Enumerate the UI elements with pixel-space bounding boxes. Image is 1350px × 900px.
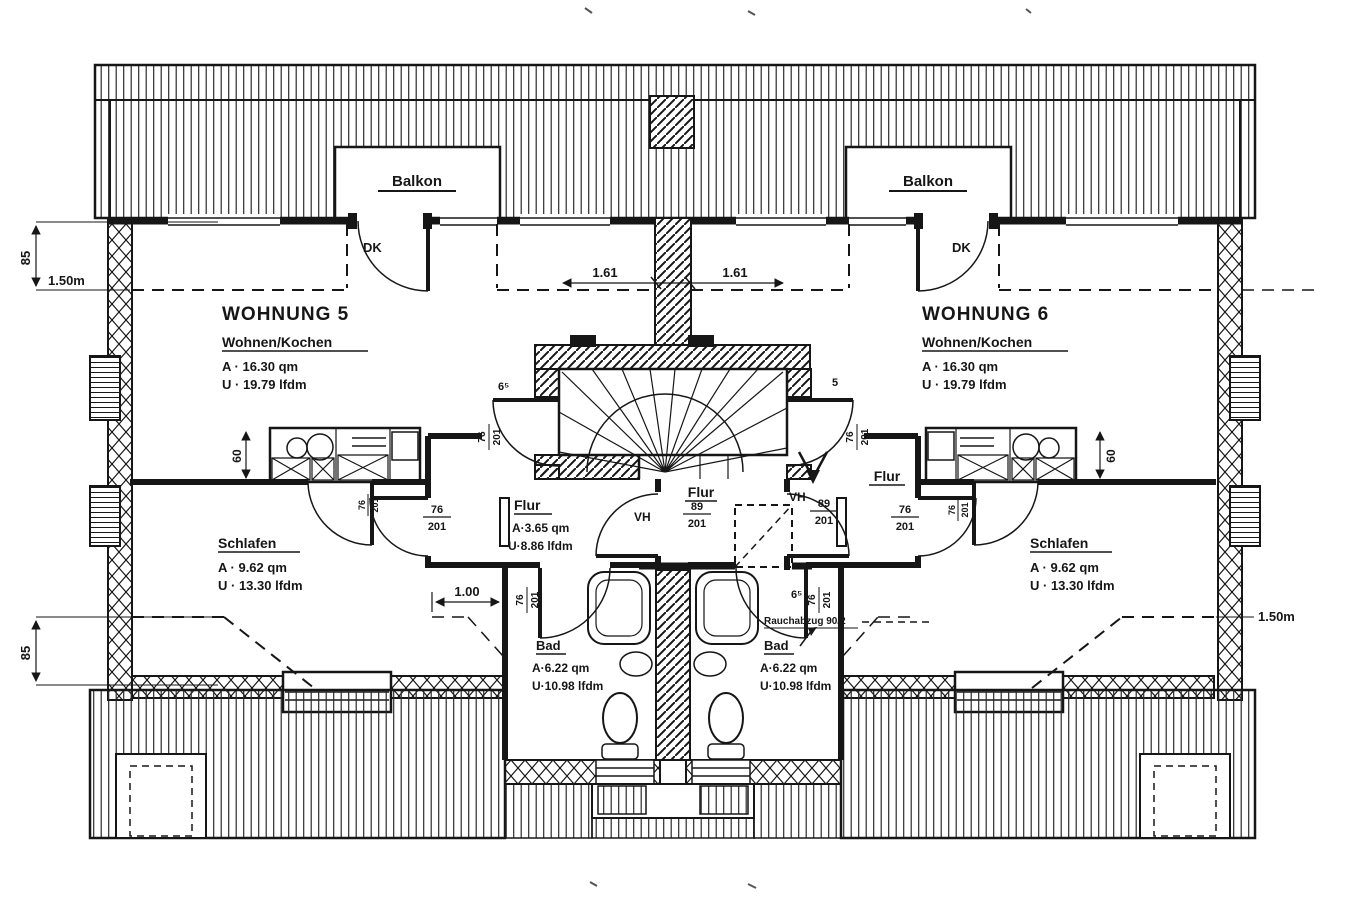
svg-text:76: 76 bbox=[898, 504, 912, 516]
dim-150-right: 1.50m bbox=[1258, 609, 1295, 624]
window-top-5 bbox=[849, 214, 906, 228]
svg-text:201: 201 bbox=[370, 497, 380, 513]
svg-text:201: 201 bbox=[427, 521, 447, 533]
svg-text:89: 89 bbox=[690, 501, 704, 513]
kitchen-right bbox=[926, 428, 1076, 482]
svg-text:201: 201 bbox=[492, 428, 503, 446]
balcony-door-left-label: DK bbox=[363, 240, 382, 255]
bad-left-area: A·6.22 qm bbox=[532, 661, 590, 675]
label-block-bad-left bbox=[532, 638, 603, 693]
vh-left-label: VH bbox=[634, 510, 651, 524]
bad-right-label: Bad bbox=[764, 638, 789, 653]
door-size-76-201-bath-left bbox=[515, 587, 541, 613]
wohnung-6-living-perimeter: U · 19.79 lfdm bbox=[922, 377, 1007, 392]
svg-text:201: 201 bbox=[860, 428, 871, 446]
svg-text:76: 76 bbox=[845, 431, 856, 443]
mark-5-right: 5 bbox=[832, 377, 839, 389]
dimension-60-right bbox=[1100, 432, 1118, 478]
door-size-76-201-kitchen-right bbox=[891, 504, 919, 533]
bad-right-area: A·6.22 qm bbox=[760, 661, 818, 675]
svg-text:201: 201 bbox=[530, 591, 541, 609]
bedroom-door-left bbox=[308, 483, 372, 545]
window-top-3 bbox=[520, 214, 610, 228]
wohnung-6-title: WOHNUNG 6 bbox=[922, 304, 1050, 325]
schlafen-right-label: Schlafen bbox=[1030, 535, 1089, 551]
dim-161-left: 1.61 bbox=[592, 265, 618, 280]
wohnung-5-title: WOHNUNG 5 bbox=[222, 304, 350, 325]
dim-161-right: 1.61 bbox=[722, 265, 748, 280]
wohnung-6-living-label: Wohnen/Kochen bbox=[922, 334, 1033, 350]
svg-text:76: 76 bbox=[430, 504, 444, 516]
balcony-right-label: Balkon bbox=[902, 173, 954, 190]
stairwell bbox=[493, 335, 853, 484]
svg-text:76: 76 bbox=[357, 499, 367, 511]
balcony-door-right bbox=[918, 221, 988, 291]
svg-text:76: 76 bbox=[515, 594, 526, 606]
flur-center-label: Flur bbox=[687, 484, 715, 500]
window-bath-right bbox=[692, 760, 750, 784]
label-block-wohnung-5 bbox=[222, 304, 368, 392]
smoke-vent-annotation bbox=[764, 616, 934, 646]
svg-text:201: 201 bbox=[895, 521, 915, 533]
balcony-left bbox=[335, 147, 500, 218]
door-size-76-201-kitchen-left bbox=[423, 504, 451, 533]
wohnung-6-living-area: A · 16.30 qm bbox=[922, 359, 999, 374]
schlafen-left-perimeter: U · 13.30 lfdm bbox=[218, 578, 303, 593]
balcony-left-label: Balkon bbox=[391, 173, 443, 190]
svg-text:76: 76 bbox=[807, 594, 818, 606]
flur-left-label: Flur bbox=[514, 497, 541, 513]
flur-left-area: A·3.65 qm bbox=[512, 521, 570, 535]
door-size-76-201-stair-right bbox=[845, 424, 871, 450]
window-top-6 bbox=[1066, 214, 1178, 228]
kitchen-left bbox=[270, 428, 420, 482]
schlafen-right-area: A · 9.62 qm bbox=[1030, 560, 1099, 575]
door-size-89-201-vh-right bbox=[810, 498, 838, 527]
dim-85-bottom: 85 bbox=[18, 645, 33, 661]
window-bath-left bbox=[596, 760, 654, 784]
window-top-4 bbox=[736, 214, 826, 228]
svg-text:89: 89 bbox=[817, 498, 831, 510]
flur-left-perimeter: U·8.86 lfdm bbox=[508, 539, 573, 553]
svg-text:201: 201 bbox=[814, 515, 834, 527]
dim-60-right: 60 bbox=[1104, 449, 1118, 463]
schlafen-left-area: A · 9.62 qm bbox=[218, 560, 287, 575]
wohnung-5-living-perimeter: U · 19.79 lfdm bbox=[222, 377, 307, 392]
sink-left bbox=[620, 652, 652, 676]
mark-65-bottom: 6⁵ bbox=[791, 589, 803, 601]
bath-door-left bbox=[540, 568, 610, 638]
dormer-right bbox=[1140, 754, 1230, 838]
door-size-76-201-pass-right bbox=[947, 499, 970, 521]
roof-top bbox=[95, 65, 1255, 218]
svg-text:76: 76 bbox=[947, 504, 957, 516]
toilet-right bbox=[709, 693, 743, 743]
wohnung-5-living-area: A · 16.30 qm bbox=[222, 359, 299, 374]
dormer-left bbox=[116, 754, 206, 838]
schlafen-right-perimeter: U · 13.30 lfdm bbox=[1030, 578, 1115, 593]
toilet-left bbox=[603, 693, 637, 743]
schlafen-left-label: Schlafen bbox=[218, 535, 277, 551]
door-size-89-201-vh-left bbox=[683, 501, 711, 530]
mark-65-left: 6⁵ bbox=[498, 381, 510, 393]
svg-text:201: 201 bbox=[687, 518, 707, 530]
window-top-1 bbox=[168, 214, 280, 228]
bedroom-door-right bbox=[974, 483, 1038, 545]
smoke-vent-label: Rauchabzug 90/2 bbox=[764, 616, 846, 627]
entrance-steps bbox=[592, 784, 754, 818]
bathroom-right-fixtures bbox=[694, 572, 758, 759]
door-size-76-201-bath-right bbox=[807, 587, 833, 613]
label-block-bad-right bbox=[760, 638, 831, 693]
entry-door-w6 bbox=[787, 400, 853, 466]
bad-left-perimeter: U·10.98 lfdm bbox=[532, 679, 604, 693]
dimension-60-left bbox=[230, 432, 246, 478]
label-block-schlafen-right bbox=[1030, 535, 1115, 593]
bathroom-left-fixtures bbox=[588, 572, 652, 759]
bad-left-label: Bad bbox=[536, 638, 561, 653]
wohnung-5-living-label: Wohnen/Kochen bbox=[222, 334, 333, 350]
svg-text:201: 201 bbox=[822, 591, 833, 609]
vh-right-label: VH bbox=[789, 490, 806, 504]
smoke-vent-opening bbox=[735, 505, 792, 567]
flur-right-label: Flur bbox=[873, 468, 901, 484]
dim-150-left: 1.50m bbox=[48, 273, 85, 288]
bad-right-perimeter: U·10.98 lfdm bbox=[760, 679, 832, 693]
sink-right bbox=[694, 652, 726, 676]
window-top-2 bbox=[440, 214, 497, 228]
dim-85-top: 85 bbox=[18, 250, 33, 266]
label-block-schlafen-left bbox=[218, 535, 303, 593]
svg-text:76: 76 bbox=[477, 431, 488, 443]
balcony-door-left bbox=[358, 221, 428, 291]
dim-60-left: 60 bbox=[230, 449, 244, 463]
dimension-100 bbox=[432, 584, 503, 612]
vh-door-left bbox=[596, 494, 658, 556]
balcony-right bbox=[846, 147, 1011, 218]
label-block-wohnung-6 bbox=[922, 304, 1068, 392]
dim-100: 1.00 bbox=[454, 584, 480, 599]
svg-text:201: 201 bbox=[960, 502, 970, 518]
balcony-door-right-label: DK bbox=[952, 240, 971, 255]
label-block-flur-left bbox=[508, 497, 573, 553]
